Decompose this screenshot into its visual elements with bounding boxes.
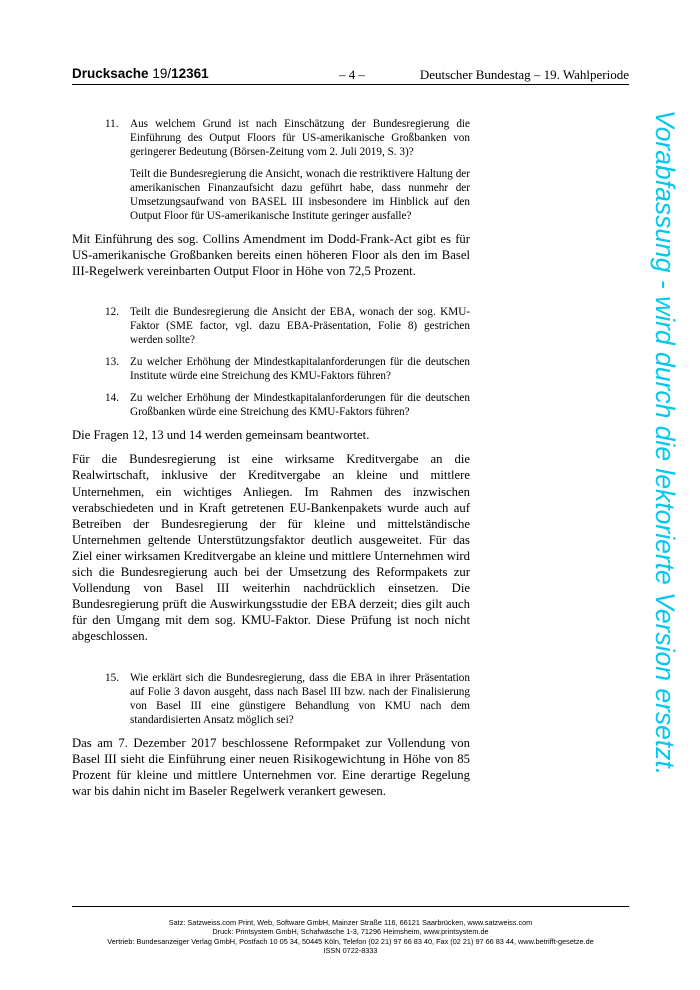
document-body	[72, 117, 470, 799]
page-header	[72, 66, 629, 84]
answer-12-14-intro: Die Fragen 12, 13 und 14 werden gemeinsam beantwortet.	[72, 428, 370, 443]
publisher: Deutscher Bundestag – 19. Wahlperiode	[419, 67, 629, 82]
question-12	[72, 305, 470, 347]
doc-label: Drucksache	[72, 66, 149, 81]
footer-typesetting: Satz: Satzweiss.com Print, Web, Software GmbH, Mainzer Straße 116, 66121 Saarbrücken, www.satzweiss.com	[168, 918, 533, 927]
question-number: 13.	[105, 356, 119, 369]
question-number: 11.	[105, 118, 119, 130]
question-number: 15.	[105, 671, 119, 684]
page-number: – 4 –	[339, 67, 365, 82]
answer-15: Das am 7. Dezember 2017 beschlossene Reformpaket zur Vollendung von Basel III sieht die Einführung einer neuen Risikogewichtung in Höhe von 85 Prozent für kleine und mittlere Unternehmen vor. Eine derartige Regelung war bis dahin nicht im Baseler Regelwerk verankert gewesen.	[72, 735, 470, 798]
question-11	[72, 117, 470, 223]
question-number: 14.	[105, 392, 119, 405]
page-footer	[72, 918, 629, 955]
question-text: Teilt die Bundesregierung die Ansicht der EBA, wonach der sog. KMU-Faktor (SME factor, vgl. dazu EBA-Präsentation, Folie 8) gestrichen werden sollte?	[130, 306, 470, 347]
footer-issn: ISSN 0722-8333	[323, 945, 378, 955]
question-text: Zu welcher Erhöhung der Mindestkapitalanforderungen für die deutschen Institute würde eine Streichung des KMU-Faktors führen?	[130, 356, 470, 383]
footer-rule	[72, 906, 629, 907]
answer-11: Mit Einführung des sog. Collins Amendment im Dodd-Frank-Act gibt es für US-amerikanische Großbanken bereits einen höheren Floor als den im Basel III-Regelwerk vereinbarten Output Floor in Höhe von 72,5 Prozent.	[72, 232, 470, 279]
question-number: 12.	[105, 306, 119, 319]
header-rule	[72, 84, 629, 85]
doc-session: 19/	[152, 66, 172, 81]
question-text: Aus welchem Grund ist nach Einschätzung der Bundesregierung die Einführung des Output Floors für US-amerikanische Großbanken von geringerer Bedeutung (Börsen-Zeitung vom 2. Juli 2019, S. 3)?	[130, 118, 470, 158]
document-number	[72, 66, 209, 81]
question-text: Zu welcher Erhöhung der Mindestkapitalanforderungen für die deutschen Großbanken würde eine Streichung des KMU-Faktors führen?	[130, 392, 470, 419]
question-subtext: Teilt die Bundesregierung die Ansicht, wonach die restriktivere Haltung der amerikanischen Finanzaufsicht dazu geführt habe, dass nunmehr der Umsetzungsaufwand von BASEL III insbesondere im Hinblick auf den Output Floor für US-amerikanische Institute geringer ausfalle?	[130, 168, 470, 222]
draft-watermark	[640, 110, 688, 900]
question-13	[72, 355, 470, 383]
doc-number: 12361	[171, 66, 209, 81]
footer-distribution: Vertrieb: Bundesanzeiger Verlag GmbH, Postfach 10 05 34, 50445 Köln, Telefon (02 21) 97 66 83 40, Fax (02 21) 97 66 83 44, www.betrifft-gesetze.de	[107, 936, 594, 946]
footer-printing: Druck: Printsystem GmbH, Schafwäsche 1-3, 71296 Heimsheim, www.printsystem.de	[212, 927, 489, 937]
question-15	[72, 671, 470, 727]
watermark-text: Vorabfassung - wird durch die lektorierte Version ersetzt.	[650, 110, 680, 776]
question-text: Wie erklärt sich die Bundesregierung, dass die EBA in ihrer Präsentation auf Folie 3 davon ausgeht, dass nach Basel III bzw. nach der Finalisierung von Basel III eine günstigere Behandlung von KMU nach dem standardisierten Ansatz möglich sei?	[130, 671, 470, 726]
question-14	[72, 391, 470, 419]
answer-12-14: Für die Bundesregierung ist eine wirksame Kreditvergabe an die Realwirtschaft, inklusive der Kreditvergabe an kleine und mittlere Unternehmen, ein wichtiges Anliegen. Im Rahmen des inzwischen verabschiedeten und in Kraft getretenen EU-Bankenpakets wurde auch auf Betreiben der Bundesregierung der für kleine und mittelständische Unternehmen geltende Unterstützungsfaktor deutlich ausgeweitet. Für das Ziel einer wirksamen Kreditvergabe an kleine und mittlere Unternehmen wird sich die Bundesregierung auch bei der Umsetzung des Reformpakets zur Vollendung von Basel III weiterhin nachdrücklich einsetzen. Die Bundesregierung prüft die Auswirkungsstudie der EBA derzeit; dies gilt auch für den Umgang mit dem sog. KMU-Faktor. Diese Prüfung ist noch nicht abgeschlossen.	[72, 452, 470, 644]
